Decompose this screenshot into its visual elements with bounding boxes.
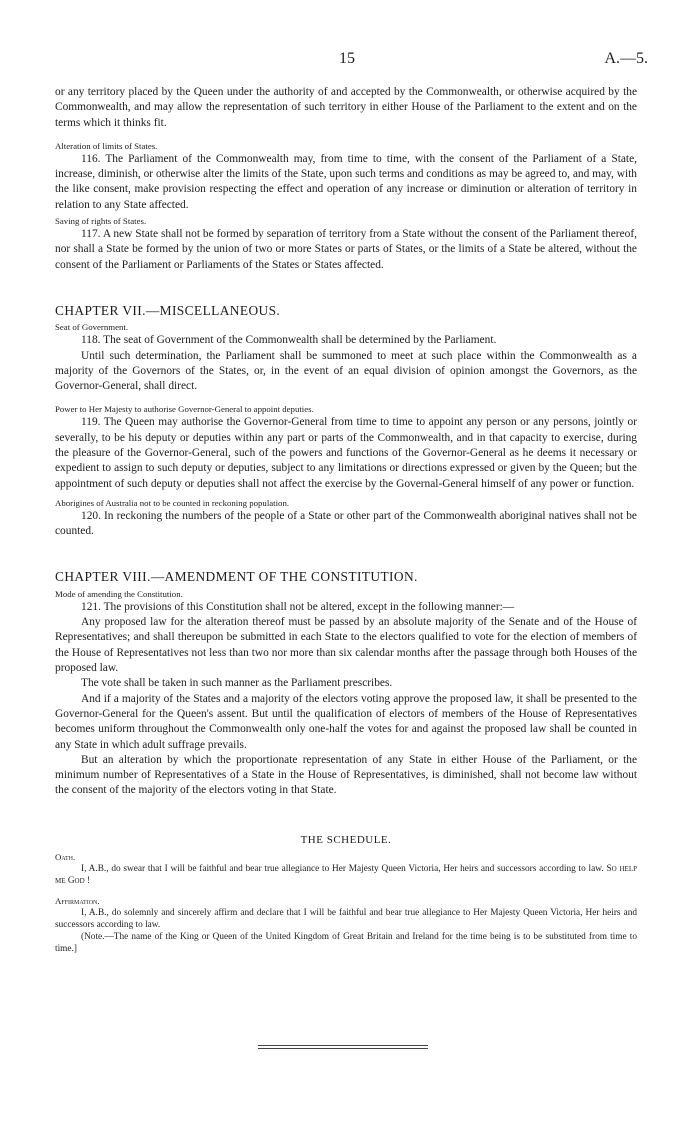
oath-closing: So help me God ! [55,863,638,887]
oath-text [55,863,637,888]
affirmation-text: I, A.B., do solemnly and sincerely affirm and declare that I will be faithful and bear true allegiance to Her Majesty Queen Victoria, Her heirs and successors according to law. [55,907,637,930]
section-120: 120. In reckoning the numbers of the people of a State or other part of the Commonwealth aboriginal natives shall not be counted. [55,509,637,538]
end-rule-bottom [258,1048,428,1049]
section-117: 117. A new State shall not be formed by separation of territory from a State without the consent of the Parliament thereof, nor shall a State be formed by the union of two or more States or parts of States, or the limits of a State be altered, without the consent of the Parliament or Parliaments of the States or States affected. [55,228,637,271]
section-121-para-4: But an alteration by which the proportionate representation of any State in either House of the Parliament, or the minimum number of Representatives of a State in the House of Representatives, is diminished, shall not become law without the consent of the majority of the electors voting in that State. [55,753,637,797]
section-121: 121. The provisions of this Constitution shall not be altered, except in the following manner:— [81,600,515,613]
document-body [55,85,637,956]
section-119: 119. The Queen may authorise the Governor-General from time to time to appoint any person or any persons, jointly or severally, to be his deputy or deputies within any part or parts of the Commonwealth, and in that capacity to exercise, during the pleasure of the Governor-General, such of the powers and functions of the Governor-General as he deems it necessary or expedient to assign to such deputy or deputies, subject to any limitations or directions expressed or given by the Queen; but the appointment of such deputy or deputies shall not affect the exercise by the Governal-General himself of any power or function. [55,416,637,490]
schedule-heading: THE SCHEDULE. [300,833,392,846]
chapter-7-heading: CHAPTER VII.—MISCELLANEOUS. [55,302,281,318]
intro-paragraph: or any territory placed by the Queen under the authority of and accepted by the Commonwealth, or otherwise acquired by the Commonwealth, and may allow the representation of such territory in either House of the Parliament to the extent and on the terms which it thinks fit. [55,86,637,129]
section-121-para-2: The vote shall be taken in such manner as the Parliament prescribes. [81,677,393,690]
marginal-note-118: Seat of Government. [55,322,129,333]
section-118-continued: Until such determination, the Parliament shall be summoned to meet at such place within the Commonwealth as a majority of the Governors of the States, or, in the event of an equal division of opinion amongst the Governors, as the Governor-General, shall direct. [55,349,637,393]
marginal-note-120: Aborigines of Australia not to be counted in reckoning population. [55,497,290,508]
oath-heading: Oath. [55,851,76,862]
end-rule-top [258,1045,428,1046]
chapter-8-heading: CHAPTER VIII.—AMENDMENT OF THE CONSTITUTION. [55,568,418,584]
schedule-note: (Note.—The name of the King or Queen of the United Kingdom of Great Britain and Ireland for the time being is to be substituted from time to time.] [55,932,637,955]
affirmation-heading: Affirmation. [55,895,100,906]
section-121-para-3: And if a majority of the States and a majority of the electors voting approve the proposed law, it shall be presented to the Governor-General for the Queen's assent. But until the qualification of electors of members of the House of Representatives becomes uniform throughout the Commonwealth only one-half the votes for and against the proposed law shall be counted in any State in which adult suffrage prevails. [55,692,637,751]
marginal-note-116: Alteration of limits of States. [55,140,158,151]
document-reference: A.—5. [604,50,648,67]
marginal-note-121: Mode of amending the Constitution. [55,588,183,599]
marginal-note-117: Saving of rights of States. [55,216,147,227]
section-121-para-1: Any proposed law for the alteration thereof must be passed by an absolute majority of the Senate and of the House of Representatives; and shall thereupon be submitted in each State to the electors qualified to vote for the election of members of the House of Representatives not less than two nor more than six calendar months after the passage through both Houses of the proposed law. [55,616,637,675]
section-118: 118. The seat of Government of the Commonwealth shall be determined by the Parliament. [81,334,497,347]
marginal-note-119: Power to Her Majesty to authorise Governor-General to appoint deputies. [55,404,314,415]
page-number: 15 [339,50,355,67]
oath-body: I, A.B., do swear that I will be faithful and bear true allegiance to Her Majesty Queen Victoria, Her heirs and successors according to law. [81,863,604,874]
section-116: 116. The Parliament of the Commonwealth may, from time to time, with the consent of the Parliament of a State, increase, diminish, or otherwise alter the limits of the State, upon such terms and conditions as may be agreed to, and may, with the like consent, make provision respecting the effect and operation of any increase or diminution or alteration of territory in relation to any State affected. [55,152,637,211]
